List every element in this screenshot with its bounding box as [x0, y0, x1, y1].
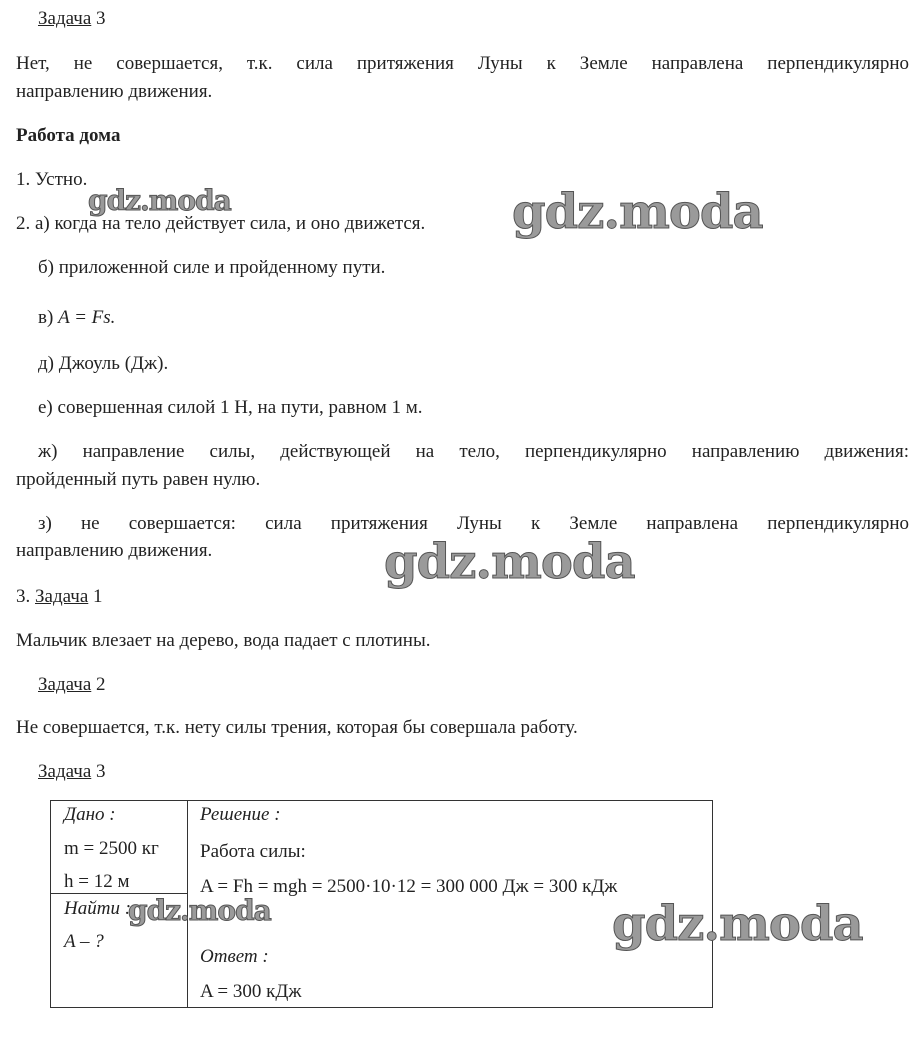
item-2d: д) Джоуль (Дж). [38, 353, 169, 374]
task-label: Задача [35, 586, 89, 607]
task2-heading [38, 674, 106, 696]
task-number: 3 [91, 761, 106, 782]
task-number: 2 [91, 674, 106, 695]
task-label: Задача [38, 8, 92, 29]
given-height: h = 12 м [64, 871, 130, 892]
answer-value: A = 300 кДж [200, 981, 302, 1002]
task2-answer: Не совершается, т.к. нету силы трения, которая бы совершала работу. [16, 717, 578, 738]
task-label: Задача [38, 674, 92, 695]
solution-formula: A = Fh = mgh = 2500·10·12 = 300 000 Дж = 300 кДж [200, 876, 618, 897]
find-heading: Найти : [64, 898, 132, 919]
task-number: 3 [91, 8, 106, 29]
answer-line: Нет, не совершается, т.к. сила притяжения Луны к Земле направлена перпендикулярно [16, 53, 909, 74]
item-1: 1. Устно. [16, 169, 88, 190]
item-label: в) [38, 307, 59, 328]
item-2e: е) совершенная силой 1 Н, на пути, равном 1 м. [38, 397, 423, 418]
task1-answer: Мальчик влезает на дерево, вода падает с плотины. [16, 630, 431, 651]
item-2z-cont: направлению движения. [16, 540, 213, 561]
task3-heading [38, 761, 106, 783]
section-heading: Работа дома [16, 125, 121, 146]
watermark: gdz.moda [384, 534, 635, 590]
watermark: gdz.moda [128, 894, 271, 927]
item-2v [38, 307, 115, 329]
watermark: gdz.moda [88, 184, 231, 217]
watermark: gdz.moda [612, 896, 863, 952]
item-3-task1-heading [16, 586, 103, 608]
item-label: 3. [16, 586, 35, 607]
item-2a: 2. а) когда на тело действует сила, и оно движется. [16, 213, 426, 234]
find-value: A – ? [64, 931, 104, 952]
task-label: Задача [38, 761, 92, 782]
given-mass: m = 2500 кг [64, 838, 159, 859]
solution-text: Работа силы: [200, 841, 306, 862]
item-2zh: ж) направление силы, действующей на тело, перпендикулярно направлению движения: [38, 441, 909, 462]
watermark: gdz.moda [512, 184, 763, 240]
solution-heading: Решение : [200, 804, 281, 825]
answer-heading: Ответ : [200, 946, 269, 967]
task-number: 1 [88, 586, 103, 607]
answer-line: направлению движения. [16, 81, 213, 102]
formula: A = Fs. [58, 307, 116, 328]
item-2z: з) не совершается: сила притяжения Луны к Земле направлена перпендикулярно [38, 513, 909, 534]
item-2zh-cont: пройденный путь равен нулю. [16, 469, 261, 490]
task3-heading-top [38, 8, 106, 30]
given-heading: Дано : [64, 804, 116, 825]
item-2b: б) приложенной силе и пройденному пути. [38, 257, 386, 278]
